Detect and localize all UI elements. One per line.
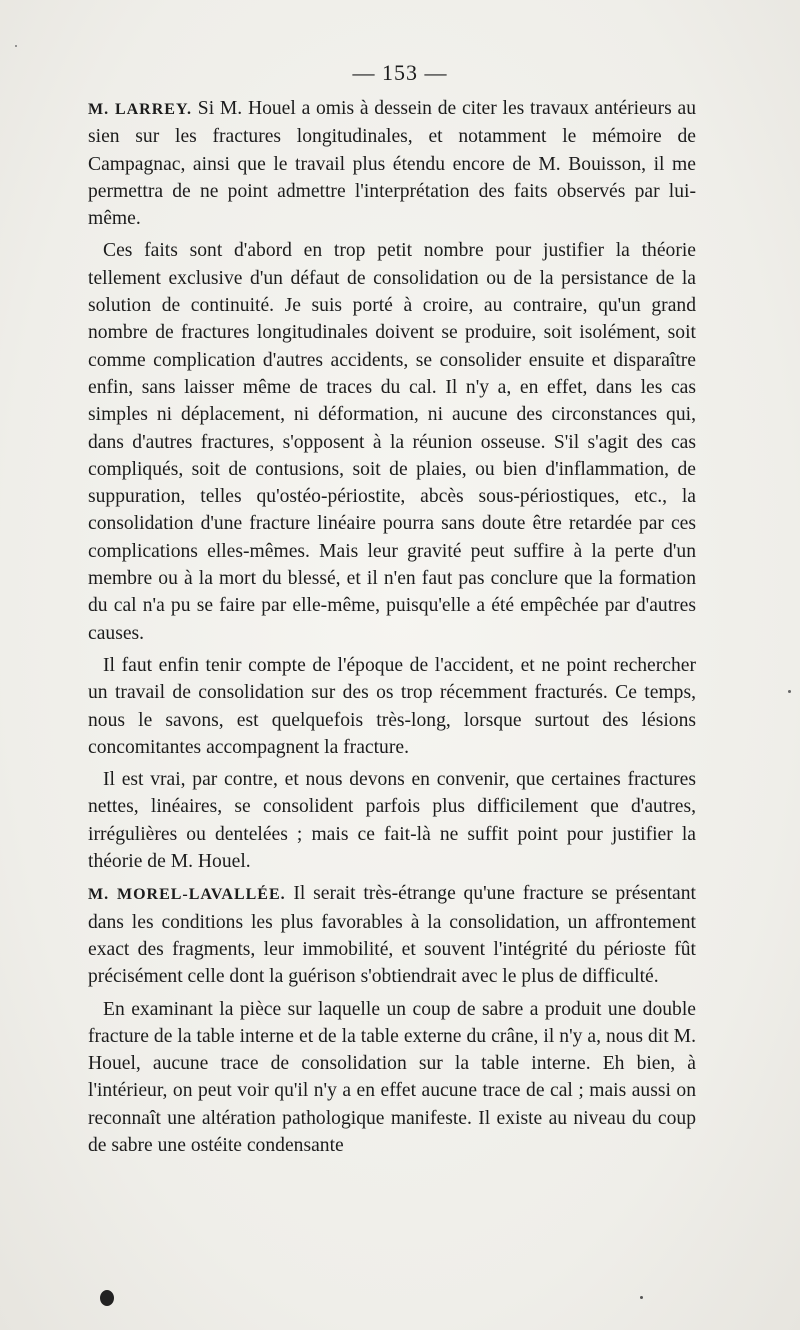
dust-speck [640, 1296, 643, 1299]
paragraph [88, 766, 696, 875]
paragraph-text: Il est vrai, par contre, et nous devons en convenir, que certaines fractures nettes, linéaires, se consolident parfois plus difficilement que d'autres, irrégulières ou dentelées ; mais ce fait-là ne suffit point pour justifier la théorie de M. Houel. [88, 769, 696, 873]
speaker-name: M. MOREL-LAVALLÉE. [88, 886, 286, 904]
dust-speck [788, 690, 791, 693]
body-text [88, 95, 696, 1164]
paragraph [88, 237, 696, 646]
paragraph-text: Si M. Houel a omis à dessein de citer les travaux antérieurs au sien sur les fractures longitudinales, et notamment le mémoire de Campagnac, ainsi que le travail plus étendu encore de M. Bouisson, il me permettra de ne point admettre l'interprétation des faits observés par lui-même. [88, 98, 696, 230]
dust-speck [15, 45, 17, 47]
paragraph-morel-lavallee [88, 880, 696, 990]
page-number: — 153 — [352, 60, 448, 85]
paragraph-text: En examinant la pièce sur laquelle un coup de sabre a produit une double fracture de la table interne et de la table externe du crâne, il n'y a, nous dit M. Houel, aucune trace de consolidation sur la table interne. Eh bien, à l'intérieur, on peut voir qu'il n'y a en effet aucune trace de cal ; mais aussi on reconnaît une altération pathologique manifeste. Il existe au niveau du coup de sabre une ostéite condensante [88, 998, 696, 1156]
paragraph [88, 652, 696, 761]
paragraph-text: Ces faits sont d'abord en trop petit nombre pour justifier la théorie tellement exclusive d'un défaut de consolidation ou de la persistance de la solution de continuité. Je suis porté à croire, au contraire, qu'un grand nombre de fractures longitudinales doivent se produire, soit isolément, soit comme complication d'autres accidents, se consolider ensuite et disparaître enfin, sans laisser même de traces du cal. Il n'y a, en effet, dans les cas simples ni déplacement, ni déformation, ni aucune des circonstances qui, dans d'autres fractures, s'opposent à la réunion osseuse. S'il s'agit des cas compliqués, soit de contusions, soit de plaies, ou bien d'inflammation, de suppuration, telles qu'ostéo-périostite, abcès sous-périostiques, etc., la consolidation d'une fracture linéaire pourra sans doute être retardée par ces complications elles-mêmes. Mais leur gravité peut suffire à la perte d'un membre ou à la mort du blessé, et il n'en faut pas conclure que la formation du cal n'a pu se faire par elle-même, puisqu'elle a été empêchée par d'autres causes. [88, 240, 696, 644]
speaker-name: M. LARREY. [88, 101, 193, 118]
paragraph [88, 996, 696, 1160]
paragraph-larrey [88, 95, 696, 232]
paragraph-text: Il faut enfin tenir compte de l'époque de l'accident, et ne point rechercher un travail de consolidation sur des os trop récemment fracturés. Ce temps, nous le savons, est quelquefois très-long, lorsque surtout des lésions concomitantes accompagnent la fracture. [88, 654, 696, 758]
ink-blot [100, 1290, 114, 1306]
paragraph-text: Il serait très-étrange qu'une fracture se présentant dans les conditions les plus favorables à la consolidation, un affrontement exact des fragments, leur immobilité, et souvent l'intégrité du périoste fût précisément celle dont la guérison s'obtiendrait avec le plus de difficulté. [88, 883, 696, 988]
